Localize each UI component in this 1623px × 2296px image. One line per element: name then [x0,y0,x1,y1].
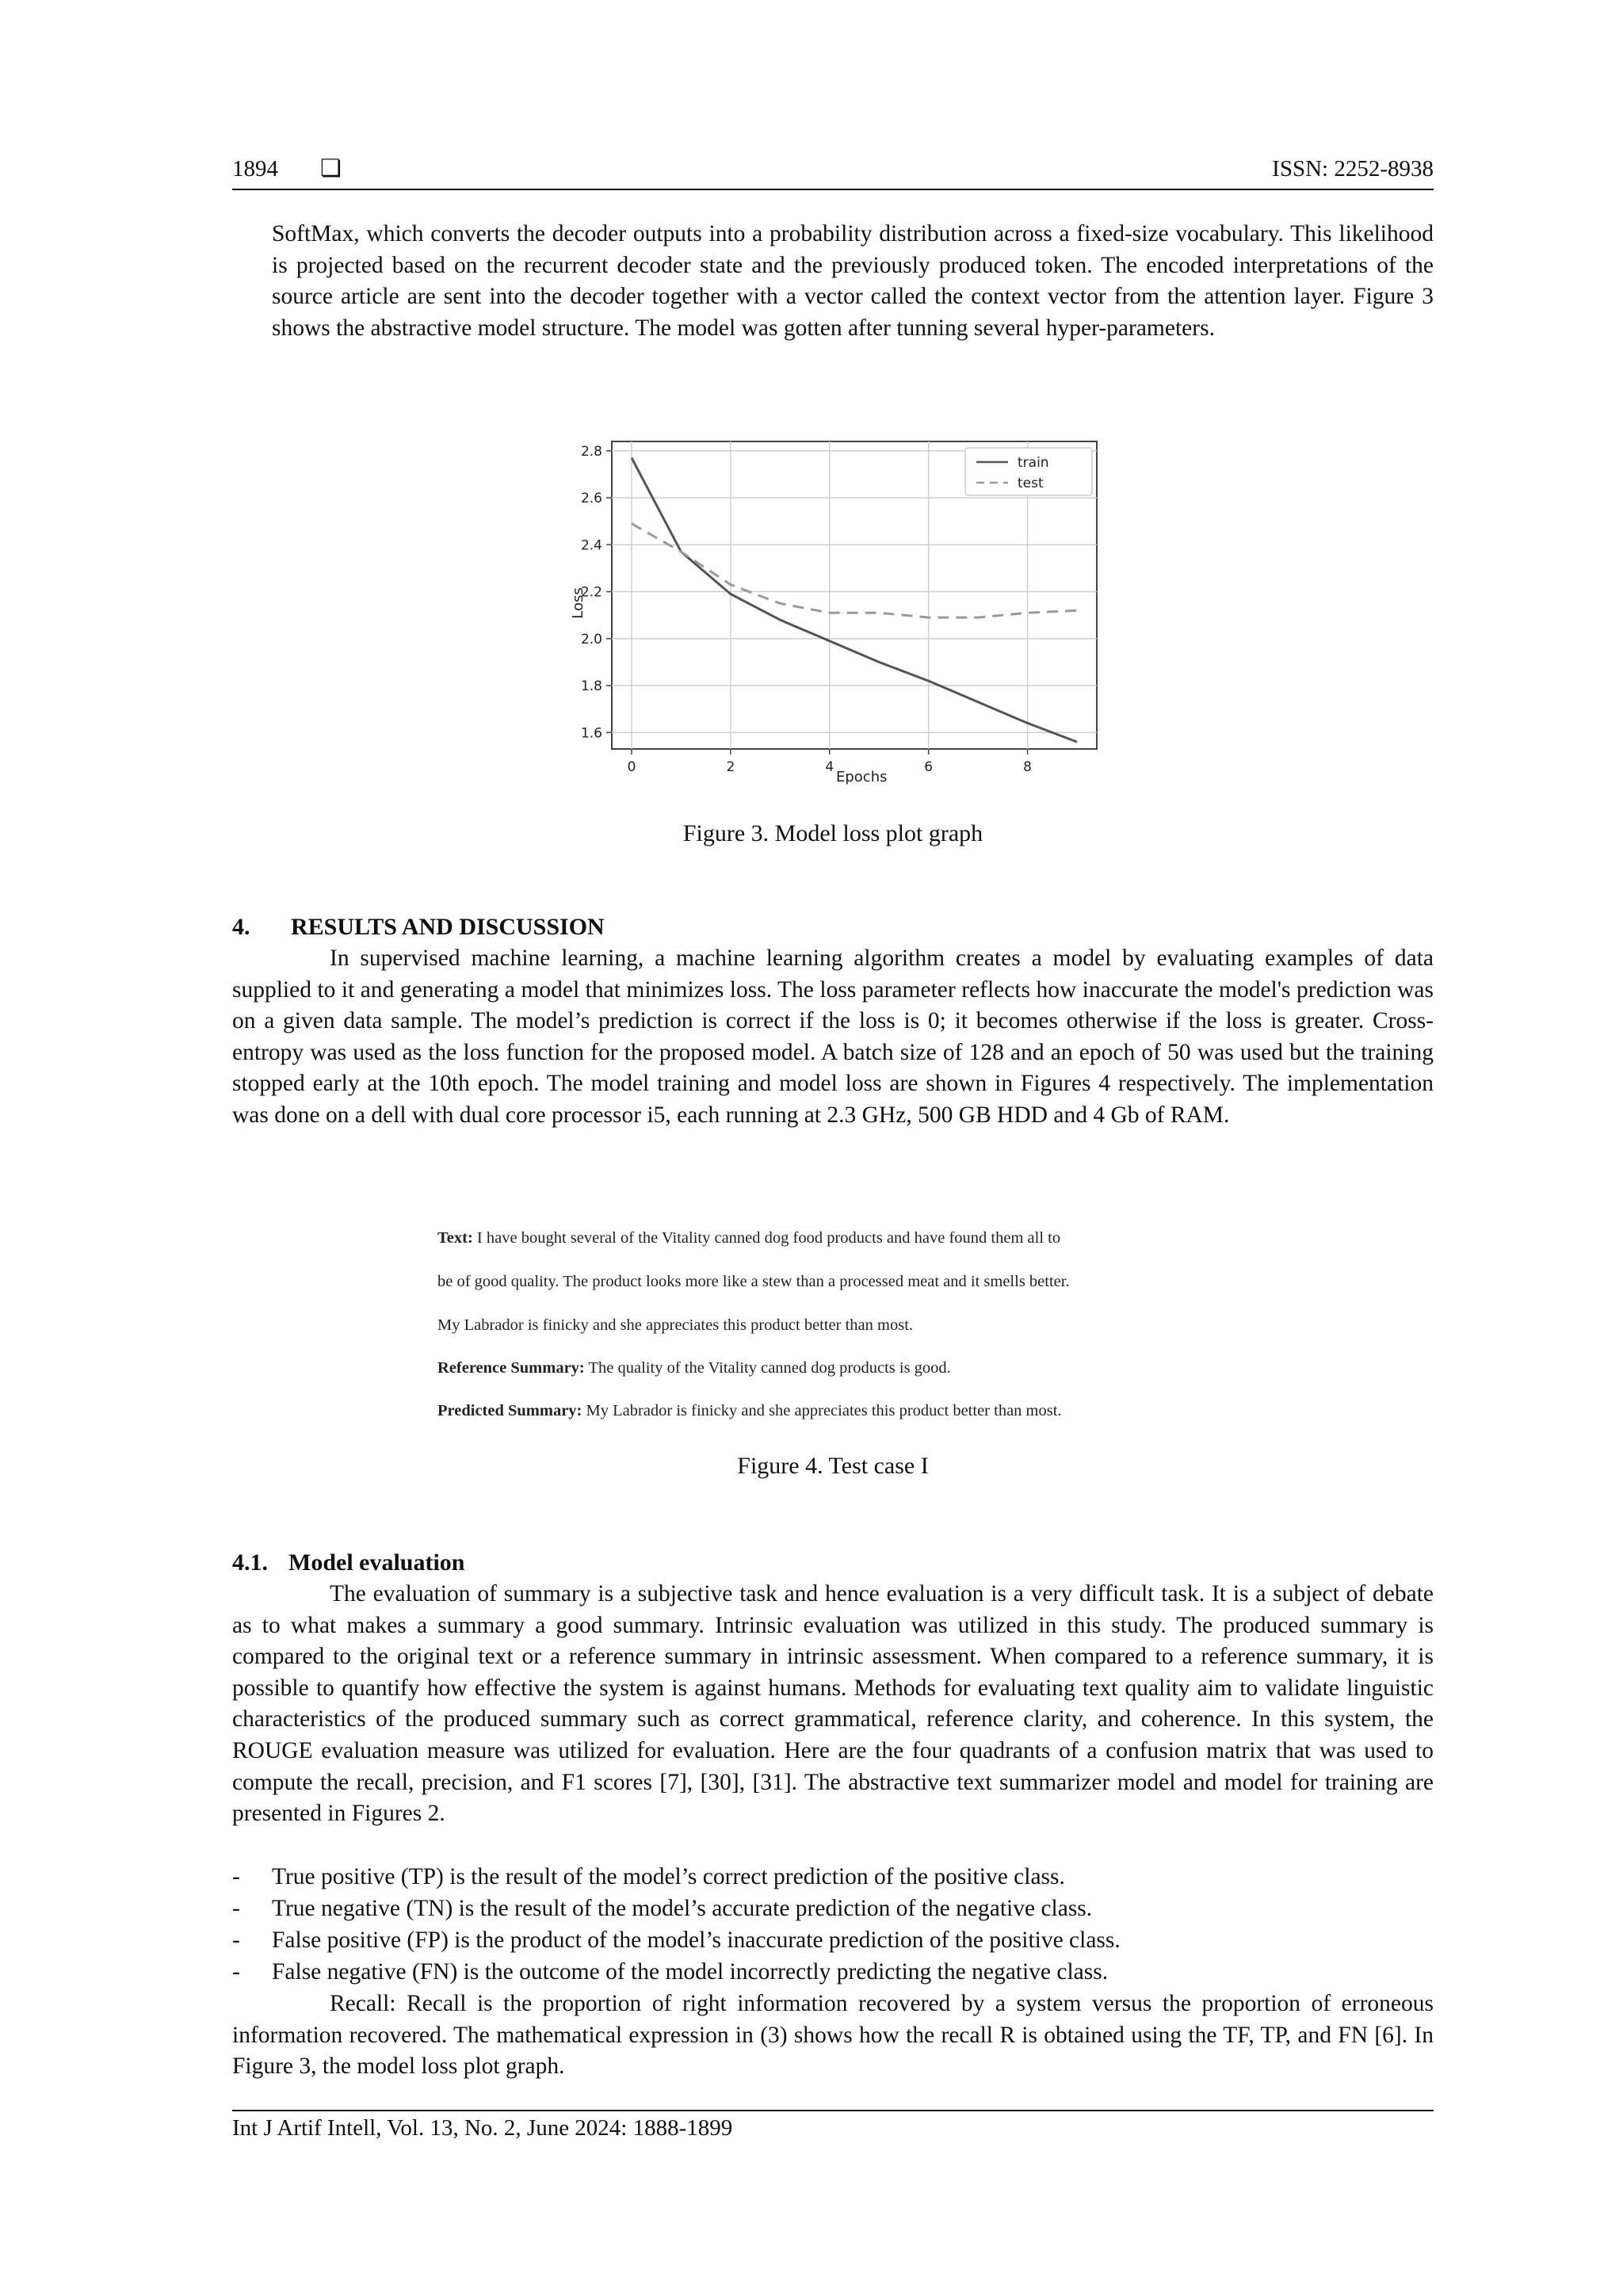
bullet-dash: - [232,1864,240,1889]
legend-label-train: train [1018,455,1049,471]
footer-citation: Int J Artif Intell, Vol. 13, No. 2, June 2024: 1888-1899 [232,2115,733,2141]
fig4-text-label: Text: [437,1229,473,1247]
section4-text: In supervised machine learning, a machine learning algorithm creates a model by evaluating examples of data supplied to it and generating a model that minimizes loss. The loss parameter reflects how inaccurate the model's prediction was on a given data sample. The model’s prediction is correct if the loss is 0; it becomes otherwise if the loss is greater. Cross-entropy was used as the loss function for the proposed model. A batch size of 128 and an epoch of 50 was used but the training stopped early at the 10th epoch. The model training and model loss are shown in Figures 4 respectively. The implementation was done on a dell with dual core processor i5, each running at 2.3 GHz, 500 GB HDD and 4 Gb of RAM. [232,946,1434,1128]
list-item [232,1925,1434,1957]
bullet-text: False negative (FN) is the outcome of the model incorrectly predicting the negative class. [272,1959,1109,1985]
y-tick-label: 2.6 [580,491,602,507]
series-line-test [632,524,1077,617]
fig4-text-line1 [437,1228,1060,1247]
list-item [232,1862,1434,1893]
bullet-dash: - [232,1927,240,1953]
recall-text: Recall: Recall is the proportion of right information recovered by a system versus the proportion of erroneous information recovered. The mathematical expression in (3) shows how the recall R is obtained using the TF, TP, and FN [6]. In Figure 3, the model loss plot graph. [232,1991,1434,2080]
section41-text: The evaluation of summary is a subjective task and hence evaluation is a very difficult task. It is a subject of debate as to what makes a summary a good summary. Intrinsic evaluation was utilized in this study. The produced summary is compared to the original text or a reference summary in intrinsic assessment. When compared to a reference summary, it is possible to quantify how effective the system is against humans. Methods for evaluating text quality aim to validate linguistic characteristics of the produced summary such as correct grammatical, reference clarity, and coherence. In this system, the ROUGE evaluation measure was utilized for evaluation. Here are the four quadrants of a confusion matrix that was used to compute the recall, precision, and F1 scores [7], [30], [31]. The abstractive text summarizer model and model for training are presented in Figures 2. [232,1581,1434,1827]
section4-number: 4. [232,914,250,940]
bullet-dash: - [232,1896,240,1921]
fig4-predicted-text: My Labrador is finicky and she appreciates this product better than most. [582,1402,1062,1419]
x-axis-ticks [628,749,1032,775]
legend-label-test: test [1018,476,1044,491]
header-rule [232,189,1434,190]
loss-chart [507,424,1109,797]
fig4-predicted-line [437,1401,1062,1420]
x-axis-label: Epochs [836,769,888,785]
list-item [232,1893,1434,1925]
footer-rule [232,2110,1434,2111]
issn: ISSN: 2252-8938 [1272,156,1434,181]
y-tick-label: 2.8 [580,443,602,460]
intro-paragraph: SoftMax, which converts the decoder outputs into a probability distribution across a fixed-size vocabulary. This likelihood is projected based on the recurrent decoder state and the previously produced token. The encoded interpretations of the source article are sent into the decoder together with a vector called the context vector from the attention layer. Figure 3 shows the abstractive model structure. The model was gotten after tunning several hyper-parameters. [272,221,1434,341]
list-item [232,1957,1434,1988]
fig4-text-line3: My Labrador is finicky and she appreciates this product better than most. [437,1316,914,1334]
bullet-text: True positive (TP) is the result of the model’s correct prediction of the positive class. [272,1864,1065,1889]
bullet-text: False positive (FP) is the product of the model’s inaccurate prediction of the positive class. [272,1927,1121,1953]
bullet-dash: - [232,1959,240,1985]
legend [965,448,1092,495]
box-icon: ❏ [320,155,342,182]
page-number: 1894 [232,156,278,181]
figure4-caption: Figure 4. Test case I [737,1453,929,1479]
section4-paragraph [232,943,1434,1132]
fig4-reference-text: The quality of the Vitality canned dog products is good. [584,1359,951,1377]
y-axis-label: Loss [570,587,586,619]
section4-title: RESULTS AND DISCUSSION [291,914,605,940]
fig4-text-line2: be of good quality. The product looks more like a stew than a processed meat and it smells better. [437,1273,1070,1290]
bullet-text: True negative (TN) is the result of the model’s accurate prediction of the negative class. [272,1896,1093,1921]
x-tick-label: 4 [825,759,834,775]
fig4-predicted-label: Predicted Summary: [437,1402,582,1419]
y-tick-label: 2.0 [580,631,602,648]
fig4-reference-label: Reference Summary: [437,1359,585,1377]
fig4-reference-line [437,1358,951,1377]
figure3-caption: Figure 3. Model loss plot graph [682,820,983,846]
section41-number: 4.1. [232,1549,268,1576]
y-tick-label: 1.6 [580,725,602,742]
fig4-text-content1: I have bought several of the Vitality canned dog food products and have found them all to [472,1229,1061,1247]
section41-title: Model evaluation [288,1549,465,1576]
series-lines [632,458,1077,742]
recall-paragraph [232,1988,1434,2083]
x-tick-label: 0 [627,759,636,775]
series-line-train [632,458,1077,742]
section41-paragraph [232,1579,1434,1830]
x-tick-label: 2 [726,759,735,775]
y-tick-label: 1.8 [580,678,602,695]
y-tick-label: 2.2 [580,584,602,601]
x-tick-label: 6 [924,759,934,775]
y-tick-label: 2.4 [580,537,602,554]
x-tick-label: 8 [1023,759,1032,775]
